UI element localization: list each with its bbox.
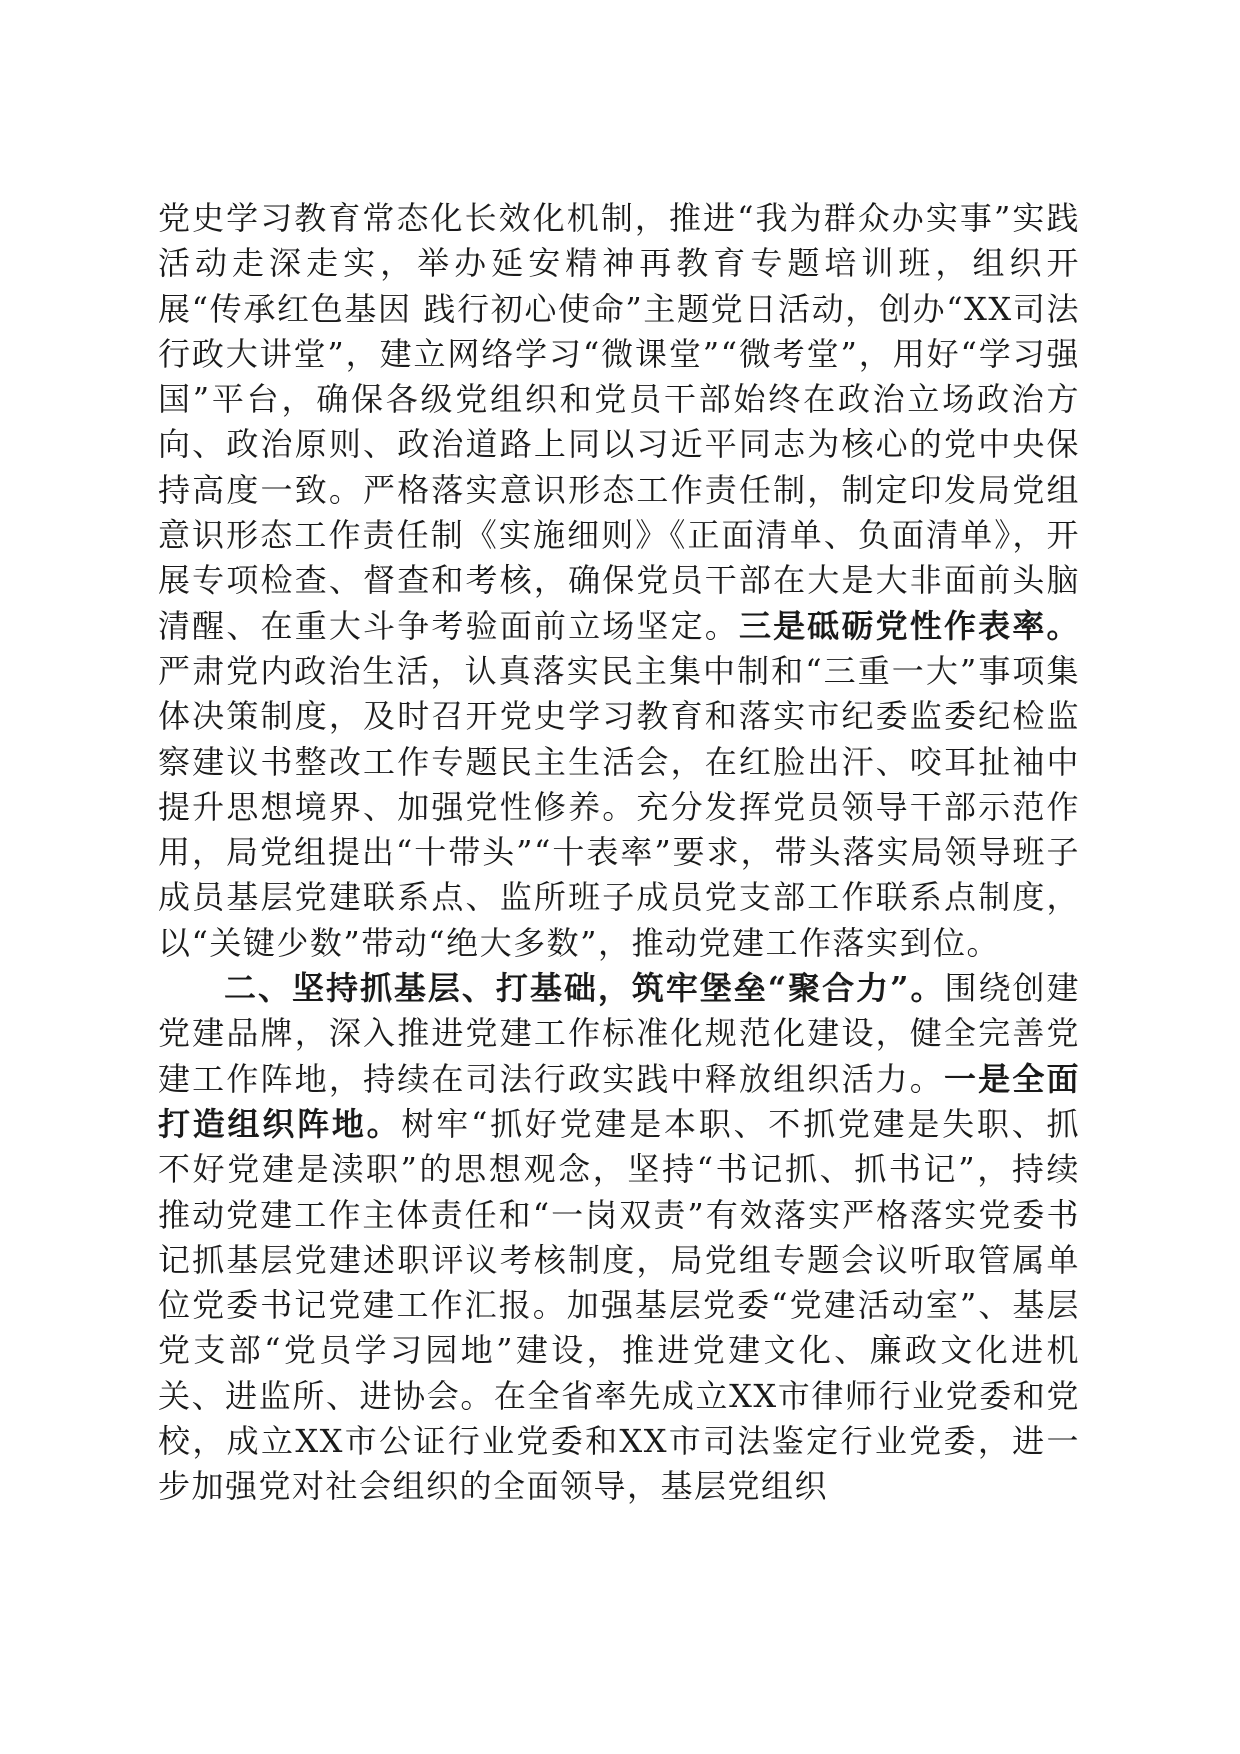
bold-heading-run: 三是砥砺党性作表率。 (738, 606, 1080, 645)
text-run: 围绕创建党建品牌，深入推进党建工作标准化规范化建设，健全完善党建工作阵地，持续在司法行政实践中释放组织活力。 (158, 969, 1080, 1098)
paragraph-2 (158, 966, 1080, 1510)
bold-heading-run: 一是全面打造组织阵地。 (158, 1059, 1080, 1143)
text-run: 党史学习教育常态化长效化机制，推进“我为群众办实事”实践活动走深走实，举办延安精神再教育专题培训班，组织开展“传承红色基因 践行初心使命”主题党日活动，创办“XX司法行政大讲堂”，建立网络学习“微课堂”“微考堂”，用好“学习强国”平台，确保各级党组织和党员干部始终在政治立场政治方向、政治原则、政治道路上同以习近平同志为核心的党中央保持高度一致。严格落实意识形态工作责任制，制定印发局党组意识形态工作责任制《实施细则》《正面清单、负面清单》，开展专项检查、督查和考核，确保党员干部在大是大非面前头脑清醒、在重大斗争考验面前立场坚定。 (158, 199, 1080, 645)
text-run: 树牢“抓好党建是本职、不抓党建是失职、抓不好党建是渎职”的思想观念，坚持“书记抓、抓书记”，持续推动党建工作主体责任和“一岗双责”有效落实严格落实党委书记抓基层党建述职评议考核制度，局党组专题会议听取管属单位党委书记党建工作汇报。加强基层党委“党建活动室”、基层党支部“党员学习园地”建设，推进党建文化、廉政文化进机关、进监所、进协会。在全省率先成立XX市律师行业党委和党校，成立XX市公证行业党委和XX市司法鉴定行业党委，进一步加强党对社会组织的全面领导，基层党组织 (158, 1104, 1080, 1506)
paragraph-1 (158, 196, 1080, 966)
section-heading-run: 二、坚持抓基层、打基础，筑牢堡垒“聚合力”。 (224, 969, 945, 1008)
document-page (158, 196, 1080, 1510)
text-run: 严肃党内政治生活，认真落实民主集中制和“三重一大”事项集体决策制度，及时召开党史学习教育和落实市纪委监委纪检监察建议书整改工作专题民主生活会，在红脸出汗、咬耳扯袖中提升思想境界、加强党性修养。充分发挥党员领导干部示范作用，局党组提出“十带头”“十表率”要求，带头落实局领导班子成员基层党建联系点、监所班子成员党支部工作联系点制度，以“关键少数”带动“绝大多数”，推动党建工作落实到位。 (158, 651, 1080, 962)
